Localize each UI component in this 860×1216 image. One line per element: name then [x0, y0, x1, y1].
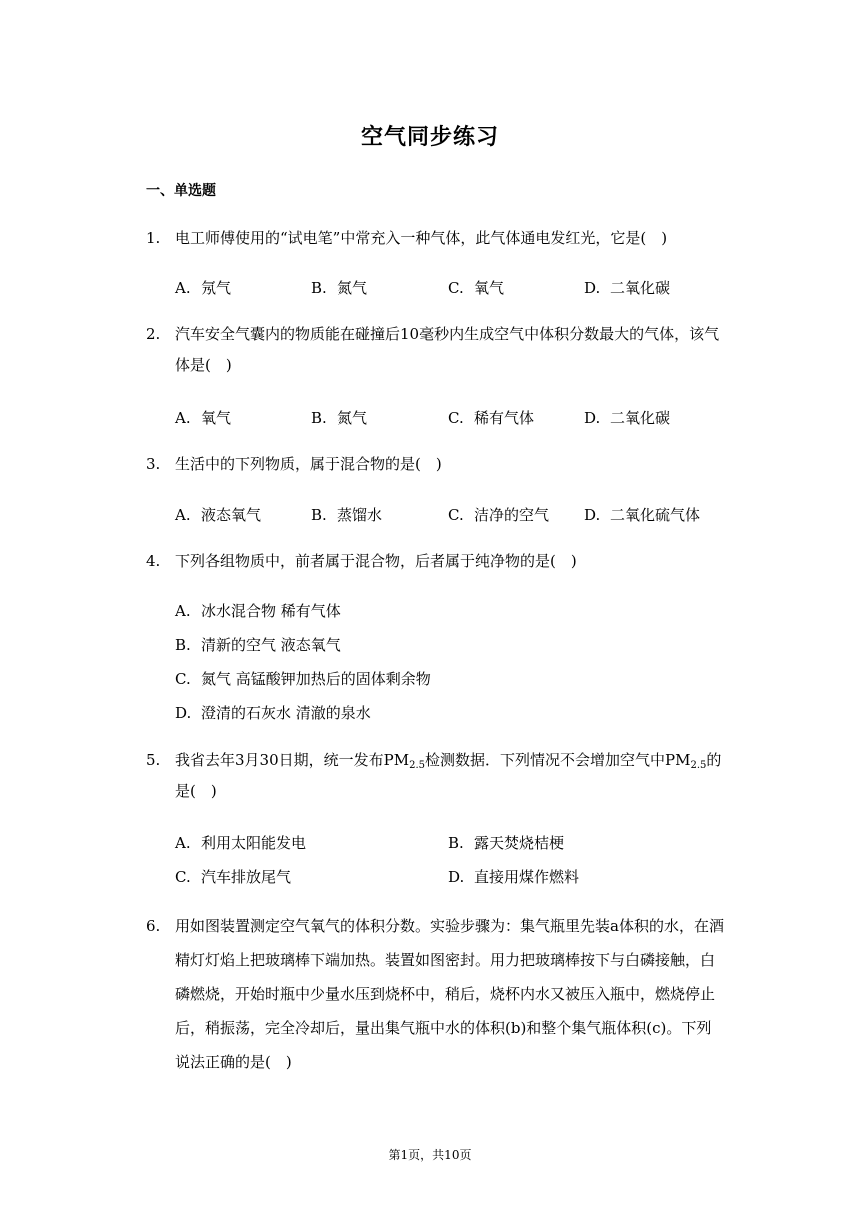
question-number: 1. — [146, 229, 161, 247]
option-b: B. 清新的空气 液态氧气 — [175, 636, 341, 654]
option-c: C. 氮气 高锰酸钾加热后的固体剩余物 — [175, 670, 431, 688]
question-3 — [146, 449, 726, 480]
option-c: C. 稀有气体 — [448, 409, 535, 427]
page-title: 空气同步练习 — [360, 125, 499, 150]
option-d: D. 二氧化硫气体 — [584, 506, 701, 524]
question-2-options — [175, 407, 735, 441]
question-1 — [146, 223, 726, 254]
question-stem: 我省去年3月30日期，统一发布$PM_{2.5}$检测数据．下列情况不会增加空气中$PM_{2.5}$的是( ) — [175, 751, 722, 800]
section-heading: 一、单选题 — [146, 183, 216, 199]
question-2 — [146, 319, 726, 381]
option-a: A. 冰水混合物 稀有气体 — [175, 602, 341, 620]
option-b: B. 氮气 — [311, 409, 368, 427]
question-stem: 生活中的下列物质，属于混合物的是( ) — [175, 455, 442, 473]
question-stem: 下列各组物质中，前者属于混合物，后者属于纯净物的是( ) — [175, 552, 577, 570]
question-number: 2. — [146, 325, 161, 343]
option-a: A. 氖气 — [175, 279, 232, 297]
option-a: A. 液态氧气 — [175, 506, 262, 524]
question-stem: 用如图装置测定空气氧气的体积分数。实验步骤为：集气瓶里先装a体积的水，在酒精灯灯焰上把玻璃棒下端加热。装置如图密封。用力把玻璃棒按下与白磷接触，白磷燃烧，开始时瓶中少量水压到烧杯中，稍后，烧杯内水又被压入瓶中，燃烧停止后，稍振荡，完全冷却后，量出集气瓶中水的体积(b)和整个集气瓶体积(c)。下列说法正确的是( ) — [175, 917, 724, 1071]
option-c: C. 氧气 — [448, 279, 505, 297]
option-c: C. 汽车排放尾气 — [175, 868, 292, 886]
question-3-options — [175, 504, 735, 538]
option-d: D. 澄清的石灰水 清澈的泉水 — [175, 704, 371, 722]
option-a: A. 氧气 — [175, 409, 232, 427]
question-number: 5. — [146, 751, 161, 769]
question-stem: 汽车安全气囊内的物质能在碰撞后10毫秒内生成空气中体积分数最大的气体，该气体是( ) — [175, 325, 720, 374]
option-b: B. 露天焚烧桔梗 — [448, 834, 565, 852]
question-5 — [146, 745, 726, 807]
question-stem: 电工师傅使用的“试电笔”中常充入一种气体，此气体通电发红光，它是( ) — [175, 229, 668, 247]
option-a: A. 利用太阳能发电 — [175, 834, 307, 852]
option-c: C. 洁净的空气 — [448, 506, 550, 524]
question-6 — [146, 909, 726, 1079]
question-number: 6. — [146, 917, 161, 935]
question-number: 4. — [146, 552, 161, 570]
option-d: D. 直接用煤作燃料 — [448, 868, 580, 886]
option-d: D. 二氧化碳 — [584, 279, 671, 297]
question-5-options — [175, 832, 735, 900]
page-footer: 第1页，共10页 — [388, 1148, 472, 1162]
option-b: B. 氮气 — [311, 279, 368, 297]
option-b: B. 蒸馏水 — [311, 506, 383, 524]
question-1-options — [175, 277, 735, 311]
question-4 — [146, 546, 726, 577]
question-4-options — [175, 600, 735, 736]
question-number: 3. — [146, 455, 161, 473]
option-d: D. 二氧化碳 — [584, 409, 671, 427]
